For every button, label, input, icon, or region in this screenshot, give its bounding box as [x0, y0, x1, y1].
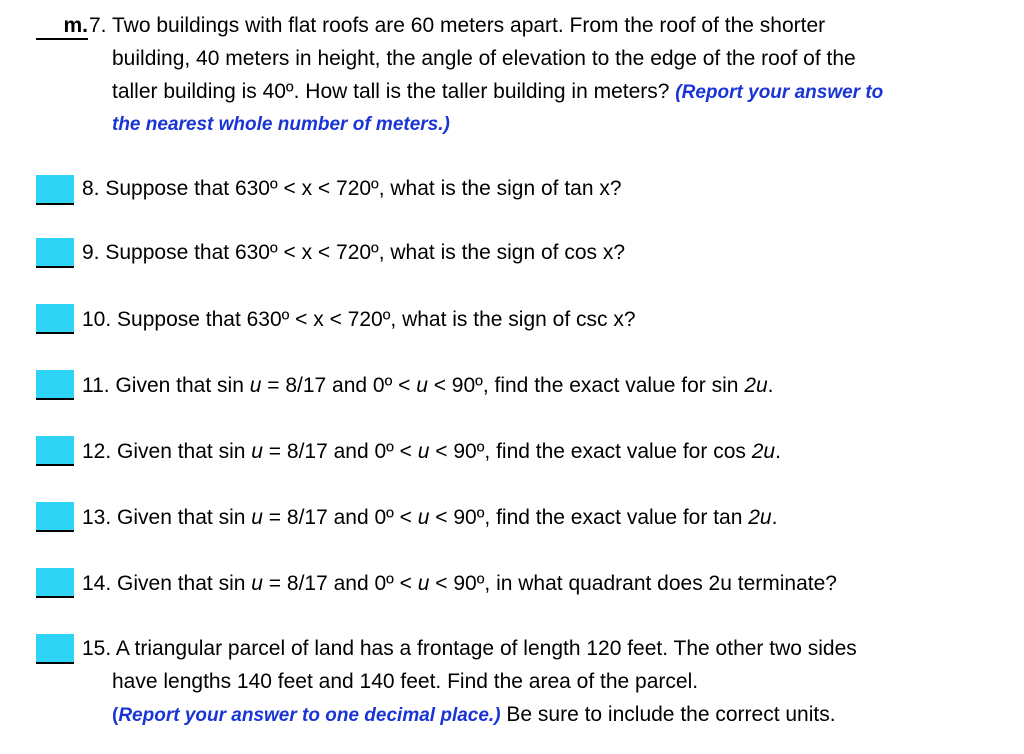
question-7-line-1: Two buildings with flat roofs are 60 meters apart. From the roof of the shorter — [112, 14, 826, 37]
question-13-part-a: 13. Given that sin — [82, 506, 252, 529]
question-15-note-text: Report your answer to one decimal place.) — [118, 705, 501, 726]
question-11-part-b: = 8/17 and 0º < — [261, 374, 417, 397]
question-15-line-2: have lengths 140 feet and 140 feet. Find the area of the parcel. — [112, 670, 699, 693]
question-9-text: 9. Suppose that 630º < x < 720º, what is the sign of cos x? — [82, 241, 626, 264]
question-12-part-d: . — [775, 440, 781, 463]
question-13-part-c: < 90º, find the exact value for tan — [429, 506, 749, 529]
question-14-var-1: u — [251, 572, 263, 595]
answer-blank-12[interactable] — [36, 436, 74, 466]
question-11-part-a: 11. Given that sin — [82, 374, 250, 397]
question-14-part-b: = 8/17 and 0º < — [262, 572, 418, 595]
answer-blank-11[interactable] — [36, 370, 74, 400]
question-13-var-1: u — [251, 506, 263, 529]
answer-value-7: m. — [63, 14, 88, 37]
question-14-text — [82, 572, 837, 596]
question-12-var-1: u — [251, 440, 263, 463]
question-13-text — [82, 506, 777, 530]
question-11-part-d: . — [767, 374, 774, 397]
answer-blank-13[interactable] — [36, 502, 74, 532]
answer-blank-9[interactable] — [36, 238, 74, 268]
question-12-part-b: = 8/17 and 0º < — [262, 440, 418, 463]
question-7-line-3 — [112, 80, 883, 105]
question-7-note-inline: (Report your answer to — [675, 82, 884, 103]
question-8-text: 8. Suppose that 630º < x < 720º, what is the sign of tan x? — [82, 177, 622, 200]
question-11-part-c: < 90º, find the exact value for sin — [427, 374, 745, 397]
question-15-tail: Be sure to include the correct units. — [500, 703, 836, 726]
question-14-part-a: 14. Given that sin — [82, 572, 252, 595]
question-11-var-1: u — [249, 374, 262, 397]
answer-blank-14[interactable] — [36, 568, 74, 598]
question-15-note-open: ( — [112, 705, 119, 726]
question-13-var-3: 2u — [748, 506, 772, 529]
question-15-line-1: 15. A triangular parcel of land has a frontage of length 120 feet. The other two sides — [82, 637, 857, 660]
question-7-line-3-text: taller building is 40º. How tall is the taller building in meters? — [112, 80, 670, 103]
answer-blank-10[interactable] — [36, 304, 74, 334]
question-10-text: 10. Suppose that 630º < x < 720º, what is the sign of csc x? — [82, 308, 636, 331]
question-12-part-a: 12. Given that sin — [82, 440, 252, 463]
question-14-var-2: u — [417, 572, 430, 595]
answer-blank-8[interactable] — [36, 175, 74, 205]
question-15-line-3 — [112, 703, 836, 728]
question-11-text — [82, 374, 774, 398]
question-11-var-2: u — [416, 374, 428, 397]
question-13-part-b: = 8/17 and 0º < — [262, 506, 418, 529]
question-number-7: 7. — [89, 14, 107, 37]
answer-blank-15[interactable] — [36, 634, 74, 664]
question-7-note-line: the nearest whole number of meters.) — [112, 114, 450, 135]
question-14-part-c: < 90º, in what quadrant does 2u terminate? — [429, 572, 837, 595]
question-12-text — [82, 440, 781, 464]
question-13-var-2: u — [417, 506, 430, 529]
question-12-part-c: < 90º, find the exact value for cos — [429, 440, 752, 463]
question-12-var-3: 2u — [751, 440, 776, 463]
question-7-line-2: building, 40 meters in height, the angle of elevation to the edge of the roof of the — [112, 47, 856, 70]
question-13-part-d: . — [771, 506, 778, 529]
answer-blank-7[interactable] — [36, 10, 88, 40]
question-11-var-3: 2u — [744, 374, 768, 397]
question-12-var-2: u — [417, 440, 430, 463]
